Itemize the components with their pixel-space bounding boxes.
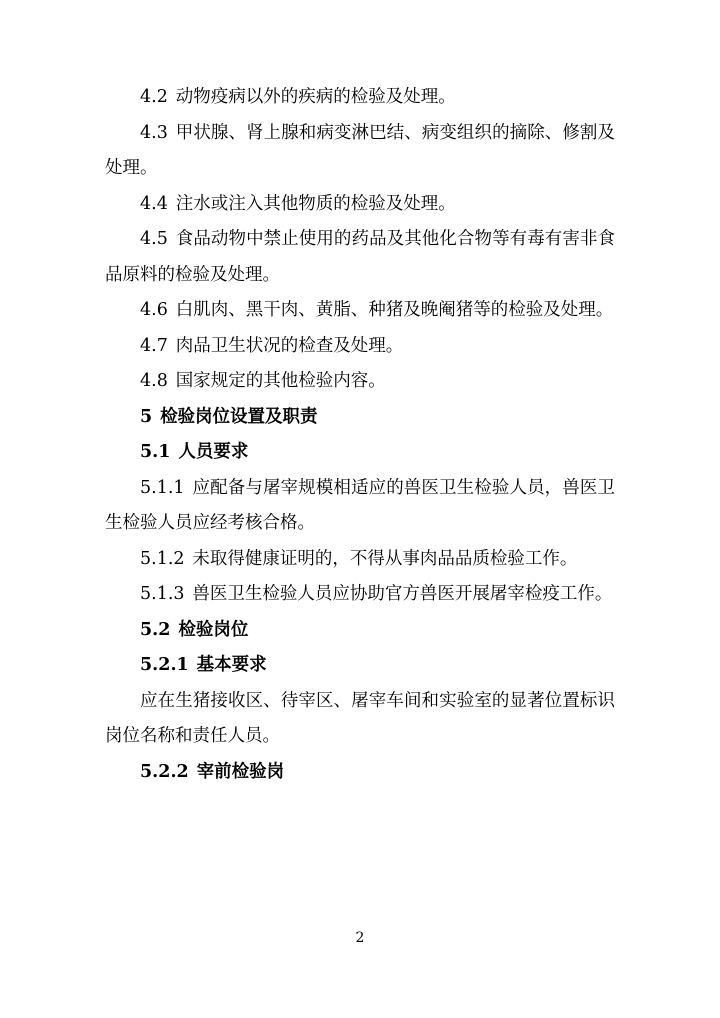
section-heading <box>105 435 615 471</box>
body-paragraph <box>105 329 615 365</box>
section-heading <box>105 400 615 436</box>
clause-text: 食品动物中禁止使用的药品及其他化合物等有毒有害非食品原料的检验及处理。 <box>105 229 615 285</box>
clause-number: 5.1 <box>140 442 171 462</box>
body-paragraph <box>105 80 615 116</box>
clause-text: 检验岗位设置及职责 <box>160 406 318 427</box>
clause-number: 5.2 <box>140 619 171 640</box>
clause-number: 4.5 <box>140 229 168 249</box>
body-paragraph <box>105 222 615 293</box>
clause-number: 5.1.3 <box>140 584 185 604</box>
section-heading <box>105 755 615 791</box>
body-paragraph <box>105 364 615 400</box>
clause-text: 基本要求 <box>196 655 267 675</box>
clause-number: 4.2 <box>140 87 168 107</box>
clause-text: 肉品卫生状况的检查及处理。 <box>175 335 404 356</box>
clause-text: 注水或注入其他物质的检验及处理。 <box>175 193 456 214</box>
clause-text: 应在生猪接收区、待宰区、屠宰车间和实验室的显著位置标识岗位名称和责任人员。 <box>105 690 615 746</box>
clause-text: 白肌肉、黑干肉、黄脂、种猪及晚阉猪等的检验及处理。 <box>175 300 614 320</box>
body-paragraph <box>105 542 615 578</box>
clause-number: 5.2.1 <box>140 655 189 675</box>
page-number: 2 <box>355 930 365 946</box>
body-paragraph <box>105 684 615 755</box>
body-paragraph <box>105 471 615 542</box>
body-paragraph <box>105 293 615 329</box>
clause-text: 人员要求 <box>178 442 249 462</box>
body-paragraph <box>105 577 615 613</box>
section-heading <box>105 613 615 649</box>
clause-text: 检验岗位 <box>178 619 249 640</box>
clause-number: 4.3 <box>140 122 168 143</box>
clause-number: 4.7 <box>140 335 168 356</box>
clause-number: 5.2.2 <box>140 761 189 782</box>
clause-number: 5.1.2 <box>140 548 185 569</box>
clause-number: 5.1.1 <box>140 477 185 498</box>
clause-text: 宰前检验岗 <box>196 761 285 782</box>
clause-number: 4.6 <box>140 300 168 320</box>
clause-number: 4.4 <box>140 193 168 214</box>
document-body <box>105 80 615 790</box>
section-heading <box>105 648 615 684</box>
clause-text: 兽医卫生检验人员应协助官方兽医开展屠宰检疫工作。 <box>192 584 613 604</box>
clause-text: 动物疫病以外的疾病的检验及处理。 <box>175 87 456 107</box>
clause-number: 5 <box>140 406 153 427</box>
clause-text: 国家规定的其他检验内容。 <box>175 371 386 391</box>
clause-text: 未取得健康证明的，不得从事肉品品质检验工作。 <box>192 548 578 569</box>
body-paragraph <box>105 187 615 223</box>
clause-number: 4.8 <box>140 371 168 391</box>
clause-text: 甲状腺、肾上腺和病变淋巴结、病变组织的摘除、修割及处理。 <box>105 122 615 178</box>
body-paragraph <box>105 116 615 187</box>
clause-text: 应配备与屠宰规模相适应的兽医卫生检验人员，兽医卫生检验人员应经考核合格。 <box>105 477 615 533</box>
